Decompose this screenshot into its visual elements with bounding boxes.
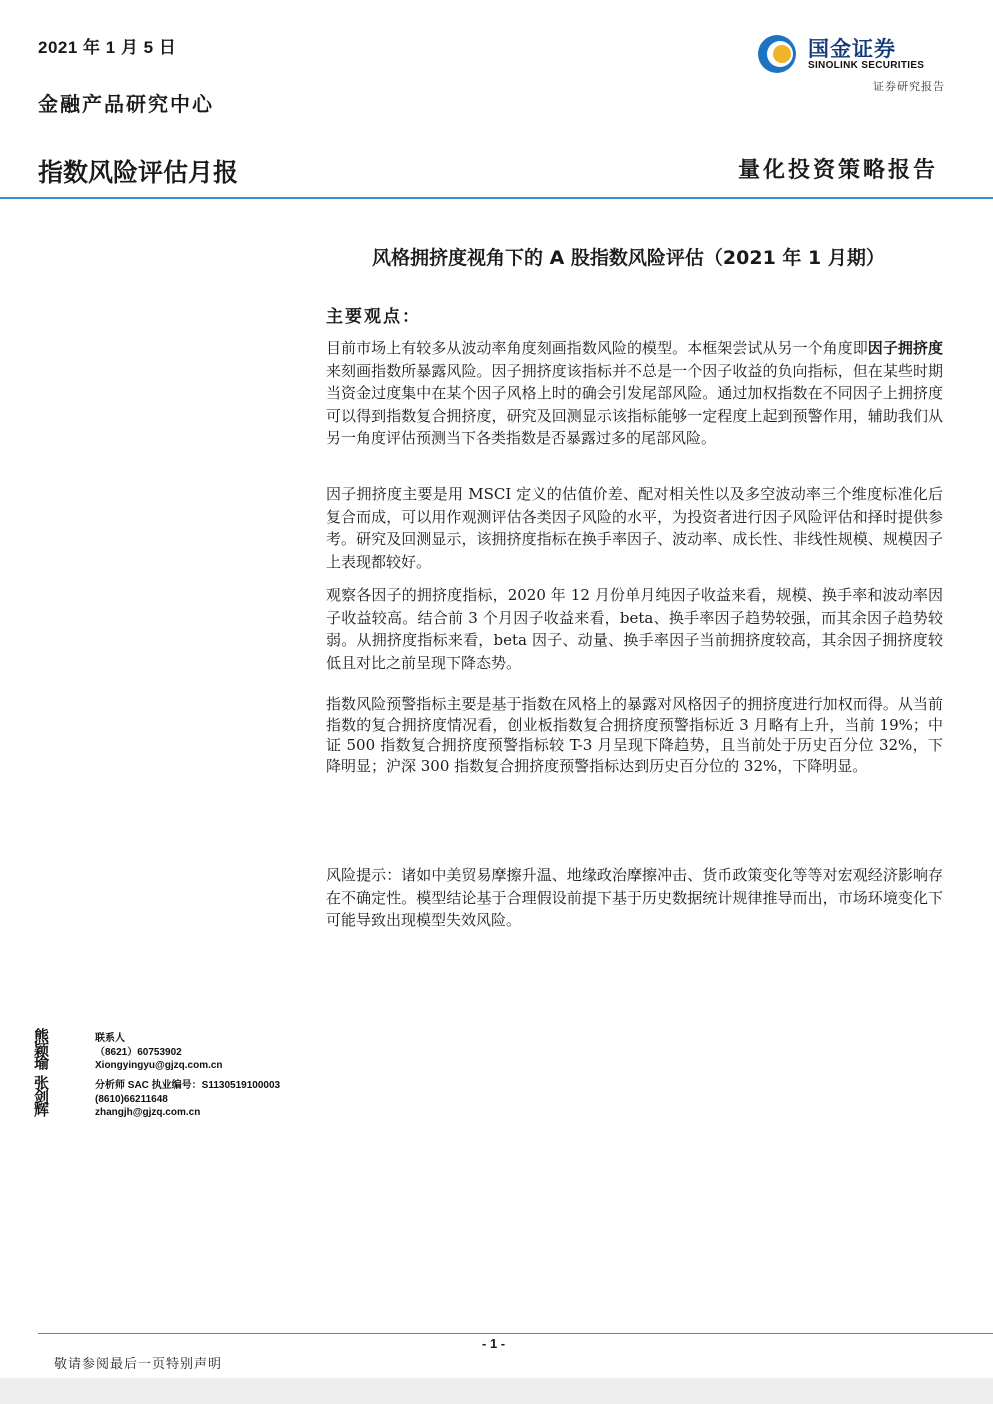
section-heading: 主要观点：	[326, 307, 421, 327]
analyst-name: 熊颖瑜	[34, 1027, 51, 1072]
paragraph-methodology: 因子拥挤度主要是用 MSCI 定义的估值价差、配对相关性以及多空波动率三个维度标准化后复合而成，可以用作观测评估各类因子风险的水平，为投资者进行因子风险评估和择时提供参考。研究及回测显示，该拥挤度指标在换手率因子、波动率、成长性、非线性规模、规模因子上表现都较好。	[326, 485, 943, 571]
header-divider	[0, 197, 993, 199]
analyst-name: 张剑辉	[34, 1074, 51, 1119]
document-title: 风格拥挤度视角下的 A 股指数风险评估（2021 年 1 月期）	[372, 247, 885, 269]
sinolink-logo-icon	[756, 33, 798, 75]
research-center-name: 金融产品研究中心	[38, 92, 214, 116]
paragraph-overview	[326, 337, 943, 450]
logo-name-en: SINOLINK SECURITIES	[808, 60, 925, 71]
footer-disclaimer: 敬请参阅最后一页特别声明	[54, 1357, 223, 1372]
company-logo	[756, 33, 946, 75]
footer-divider	[38, 1333, 993, 1334]
analyst-email[interactable]: zhangjh@gjzq.com.cn	[95, 1107, 201, 1118]
footer-band	[0, 1378, 993, 1404]
analyst-email[interactable]: Xiongyingyu@gjzq.com.cn	[95, 1060, 223, 1071]
paragraph-overview-part-b: 来刻画指数所暴露风险。因子拥挤度该指标并不总是一个因子收益的负向指标，但在某些时期当资金过度集中在某个因子风格上时的确会引发尾部风险。通过加权指数在不同因子上拥挤度可以得到指数复合拥挤度，研究及回测显示该指标能够一定程度上起到预警作用，辅助我们从另一角度评估预测当下各类指数是否暴露过多的尾部风险。	[326, 361, 943, 447]
report-type-title: 指数风险评估月报	[38, 158, 239, 187]
report-series-name: 量化投资策略报告	[737, 157, 938, 183]
analyst-role: 分析师 SAC 执业编号：S1130519100003	[95, 1080, 281, 1091]
analyst-role: 联系人	[95, 1033, 125, 1044]
paragraph-risk-warning: 风险提示：诸如中美贸易摩擦升温、地缘政治摩擦冲击、货币政策变化等等对宏观经济影响存在不确定性。模型结论基于合理假设前提下基于历史数据统计规律推导而出，市场环境变化下可能导致出现模型失效风险。	[326, 866, 943, 929]
report-date: 2021 年 1 月 5 日	[38, 38, 177, 57]
analyst-phone: (8610)66211648	[95, 1093, 168, 1105]
paragraph-index-warning: 指数风险预警指标主要是基于指数在风格上的暴露对风格因子的拥挤度进行加权而得。从当前指数的复合拥挤度情况看，创业板指数复合拥挤度预警指标近 3 月略有上升，当前 19%；中证 500 指数复合拥挤度预警指标较 T-3 月呈现下降趋势，且当前处于历史百分位 32%，下降明显；沪深 300 指数复合拥挤度预警指标达到历史百分位的 32%，下降明显。	[326, 695, 943, 775]
logo-name-cn: 国金证券	[808, 37, 896, 61]
paragraph-factor-observation: 观察各因子的拥挤度指标，2020 年 12 月份单月纯因子收益来看，规模、换手率和波动率因子收益较高。结合前 3 个月因子收益来看，beta、换手率因子趋势较强，而其余因子趋势较弱。从拥挤度指标来看，beta 因子、动量、换手率因子当前拥挤度较高，其余因子拥挤度较低且对比之前呈现下降态势。	[326, 586, 943, 672]
highlight-factor-crowding: 因子拥挤度	[867, 339, 943, 357]
analyst-phone: （8621）60753902	[95, 1046, 182, 1058]
paragraph-overview-part-a: 目前市场上有较多从波动率角度刻画指数风险的模型。本框架尝试从另一个角度即	[326, 339, 868, 357]
page-number: - 1 -	[482, 1336, 506, 1351]
logo-subtitle: 证券研究报告	[873, 80, 945, 93]
